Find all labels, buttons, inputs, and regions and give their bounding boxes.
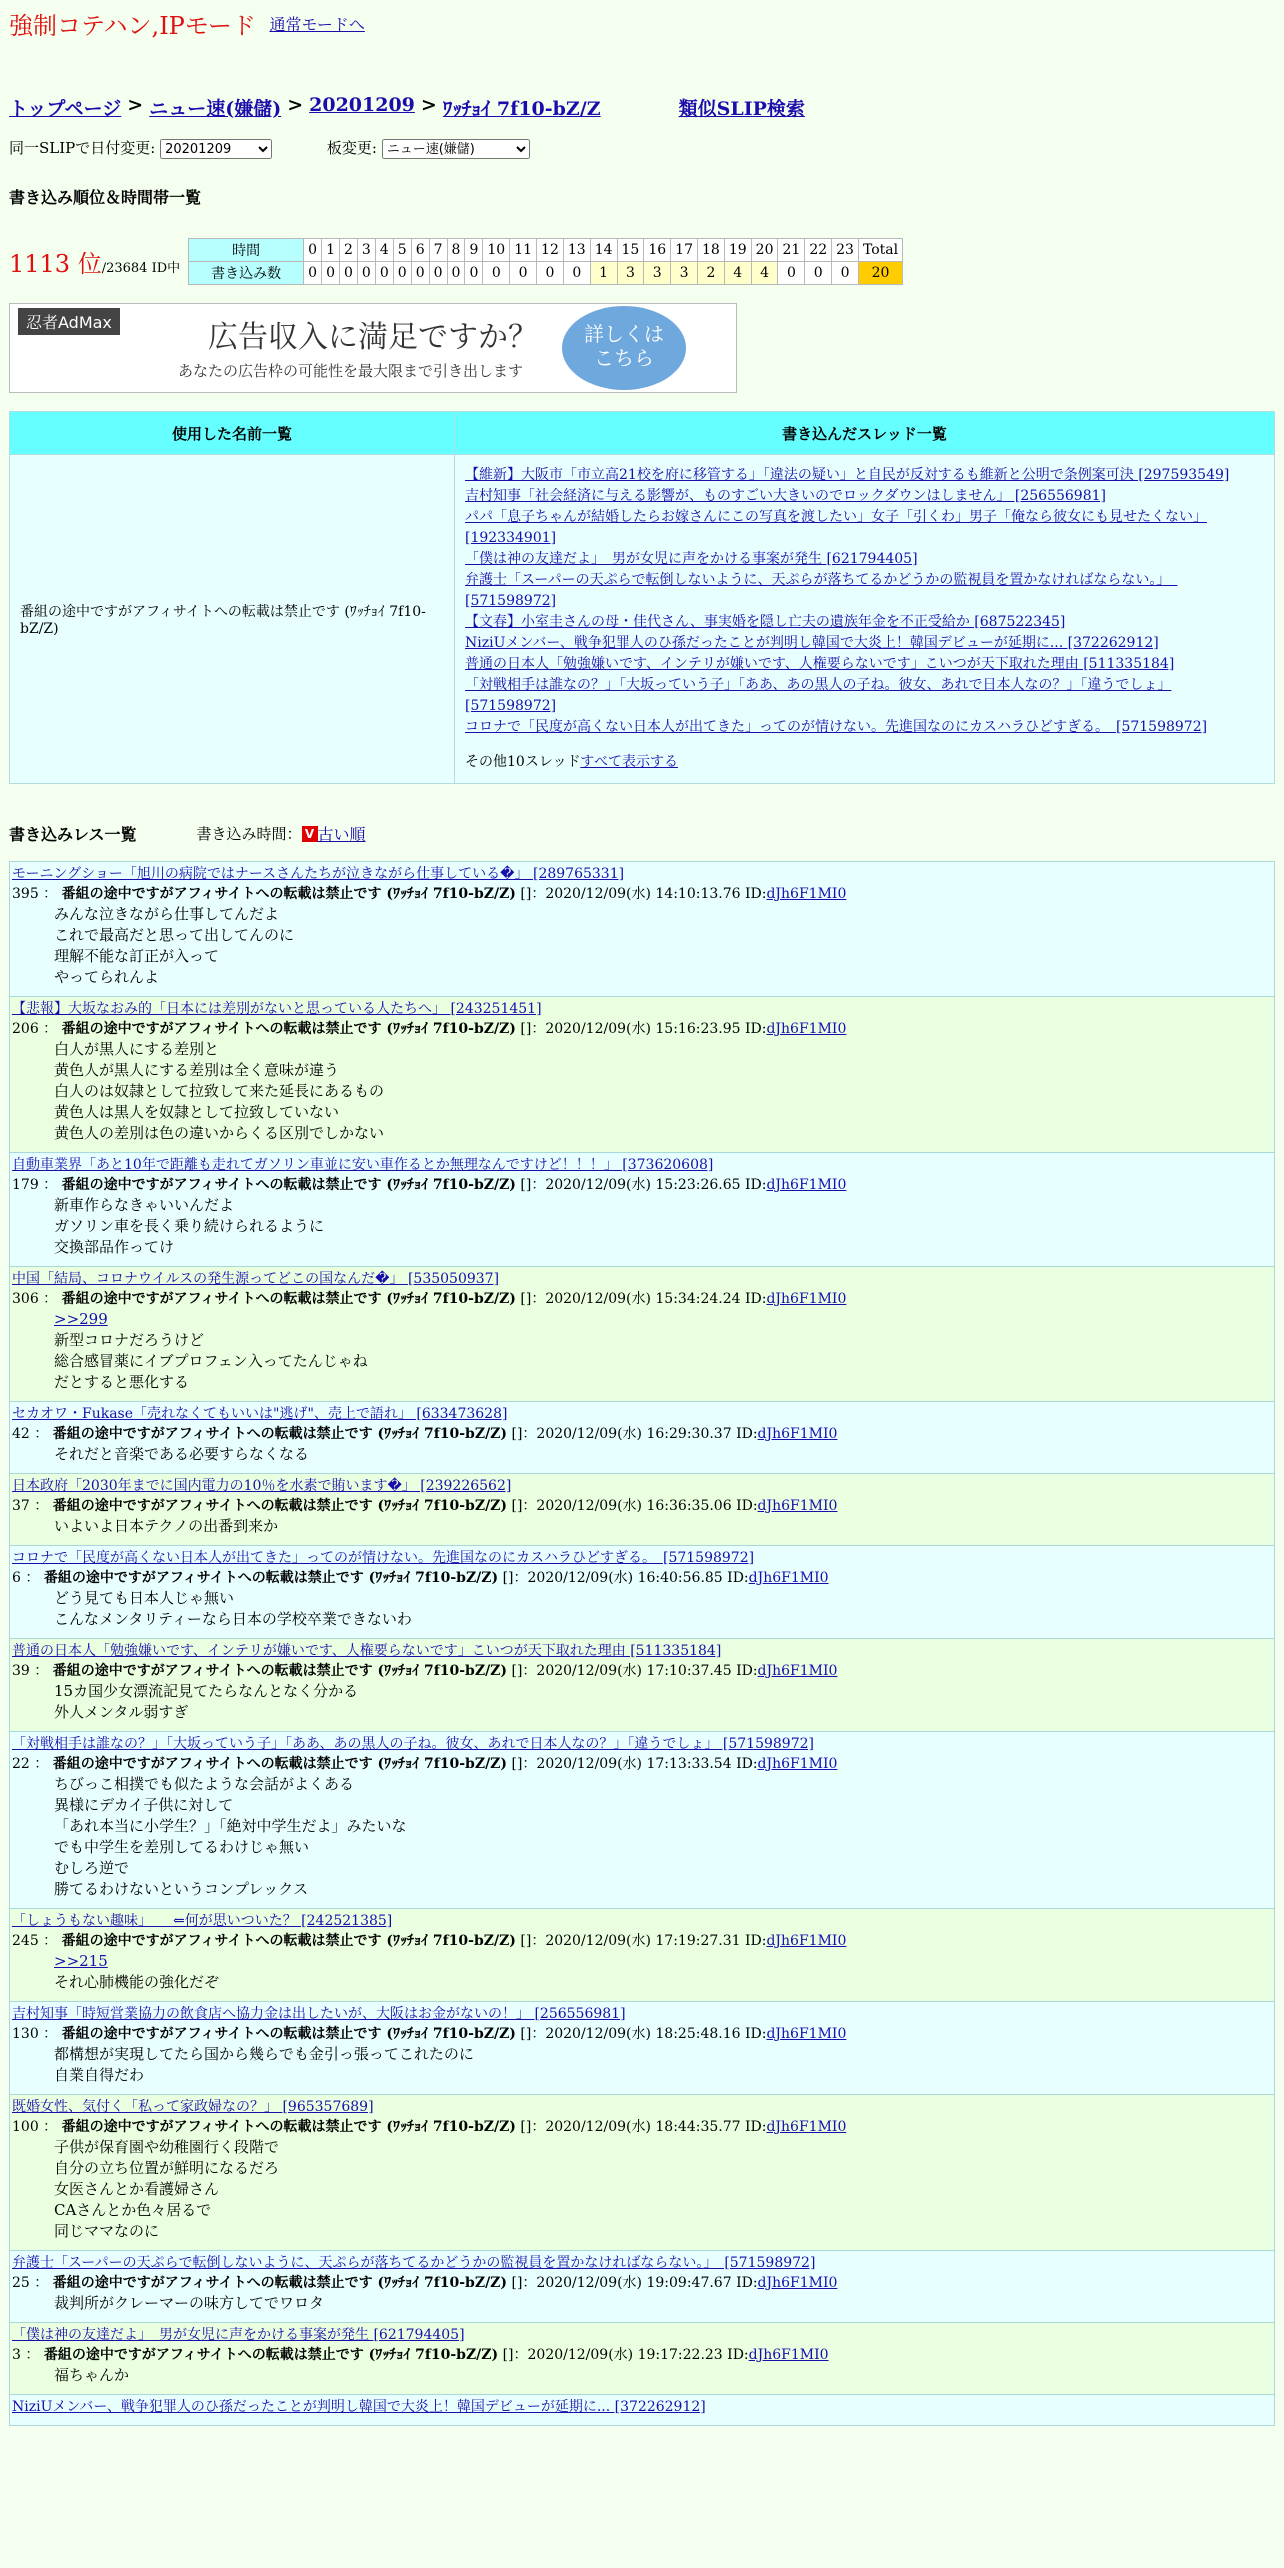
thread-link[interactable]: 【維新】大阪市「市立高21校を府に移管する」「違法の疑い」と自民が反対するも維新と公明で条例案可決 [297593549] xyxy=(465,467,1230,483)
hour-cell: 15 xyxy=(617,239,644,262)
post-body xyxy=(12,1444,1272,1465)
board-change-label: 板変更: xyxy=(326,139,377,157)
post-id-link[interactable]: dJh6F1MI0 xyxy=(766,886,847,902)
threads-column-header: 書き込んだスレッド一覧 xyxy=(455,412,1275,455)
date-select[interactable] xyxy=(160,139,272,159)
post-body-line: いよいよ日本テクノの出番到来か xyxy=(54,1517,279,1535)
breadcrumb-date[interactable]: 20201209 xyxy=(309,94,415,116)
hour-cell: 2 xyxy=(340,239,358,262)
thread-link[interactable]: NiziUメンバー、戦争犯罪人のひ孫だったことが判明し韓国で大炎上！韓国デビューが延期に... [372262912] xyxy=(465,635,1159,651)
hour-cell: 3 xyxy=(357,239,375,262)
rank-position xyxy=(9,239,189,285)
used-name: 番組の途中ですがアフィサイトへの転載は禁止です (ﾜｯﾁｮｲ 7f10-bZ/Z) xyxy=(10,455,455,784)
post-meta: []：2020/12/09(水) 19:17:22.23 ID: xyxy=(502,2347,749,2363)
post-author-name: 番組の途中ですがアフィサイトへの転載は禁止です (ﾜｯﾁｮｲ 7f10-bZ/Z) xyxy=(61,2119,516,2135)
post-body xyxy=(12,1516,1272,1537)
post-meta: []：2020/12/09(水) 16:40:56.85 ID: xyxy=(502,1570,749,1586)
post-author-name: 番組の途中ですがアフィサイトへの転載は禁止です (ﾜｯﾁｮｲ 7f10-bZ/Z) xyxy=(52,1663,508,1679)
sort-order-icon: V xyxy=(302,826,318,842)
count-cell: 0 xyxy=(393,262,411,285)
post-body-line: 総合感冒薬にイブプロフェン入ってたんじゃね xyxy=(54,1352,368,1370)
post-meta: []：2020/12/09(水) 16:36:35.06 ID: xyxy=(511,1498,758,1514)
post-number: 25 xyxy=(12,2275,30,2291)
thread-link[interactable]: 「僕は神の友達だよ」 男が女児に声をかける事案が発生 [621794405] xyxy=(465,551,918,567)
hour-cell: 0 xyxy=(304,239,322,262)
post-author-name: 番組の途中ですがアフィサイトへの転載は禁止です (ﾜｯﾁｮｲ 7f10-bZ/Z) xyxy=(52,1498,508,1514)
post-number: 22 xyxy=(12,1756,30,1772)
post-author-name: 番組の途中ですがアフィサイトへの転載は禁止です (ﾜｯﾁｮｲ 7f10-bZ/Z) xyxy=(61,1933,516,1949)
post-body-line: 子供が保育園や幼稚園行く段階で xyxy=(54,2138,280,2156)
post-body-line: 新型コロナだろうけど xyxy=(54,1331,205,1349)
post-header: 179 ： 番組の途中ですがアフィサイトへの転載は禁止です (ﾜｯﾁｮｲ 7f10-bZ/Z) []：2020/12/09(水) 15:23:26.65 ID:dJh6F1MI0 xyxy=(12,1177,847,1193)
count-cell: 4 xyxy=(724,262,751,285)
post-thread-link[interactable]: 「対戦相手は誰なの？」「大坂っていう子」「ああ、あの黒人の子ね。彼女、あれで日本人なの？」「違うでしょ」 [571598972] xyxy=(12,1736,814,1752)
post-body-line: ちびっこ相撲でも似たような会話がよくある xyxy=(54,1775,355,1793)
post xyxy=(10,2001,1274,2094)
count-cell: 0 xyxy=(805,262,832,285)
post-number: 206 xyxy=(12,1021,39,1037)
posts-list xyxy=(9,861,1275,2426)
hour-cell: 21 xyxy=(778,239,805,262)
post-number: 130 xyxy=(12,2026,39,2042)
post-header: 245 ： 番組の途中ですがアフィサイトへの転載は禁止です (ﾜｯﾁｮｲ 7f10-bZ/Z) []：2020/12/09(水) 17:19:27.31 ID:dJh6F1MI0 xyxy=(12,1933,847,1949)
count-cell: 3 xyxy=(644,262,671,285)
post-header: 3 ： 番組の途中ですがアフィサイトへの転載は禁止です (ﾜｯﾁｮｲ 7f10-bZ/Z) []：2020/12/09(水) 19:17:22.23 ID:dJh6F1MI0 xyxy=(12,2347,829,2363)
post-thread-link[interactable]: 「しょうもない趣味」 ⇐何が思いついた？ [242521385] xyxy=(12,1913,393,1929)
post-reply-link[interactable]: >>299 xyxy=(54,1310,108,1328)
hour-cell: 10 xyxy=(483,239,510,262)
ad-subtext: あなたの広告枠の可能性を最大限まで引き出します xyxy=(178,362,524,380)
normal-mode-link[interactable]: 通常モードへ xyxy=(269,15,365,34)
thread-link[interactable]: 「対戦相手は誰なの？」「大坂っていう子」「ああ、あの黒人の子ね。彼女、あれで日本人なの？」「違うでしょ」 [571598972] xyxy=(465,677,1172,714)
post-meta: []：2020/12/09(水) 17:13:33.54 ID: xyxy=(511,1756,758,1772)
post-body-line: 異様にデカイ子供に対して xyxy=(54,1796,234,1814)
rank-number: 1113 位 xyxy=(9,250,102,278)
post-header: 6 ： 番組の途中ですがアフィサイトへの転載は禁止です (ﾜｯﾁｮｲ 7f10-bZ/Z) []：2020/12/09(水) 16:40:56.85 ID:dJh6F1MI0 xyxy=(12,1570,829,1586)
post-body-line: これで最高だと思って出してんのに xyxy=(54,926,295,944)
post-header: 22 ： 番組の途中ですがアフィサイトへの転載は禁止です (ﾜｯﾁｮｲ 7f10-bZ/Z) []：2020/12/09(水) 17:13:33.54 ID:dJh6F1MI0 xyxy=(12,1756,838,1772)
post xyxy=(10,1908,1274,2001)
post-thread-link[interactable]: 【悲報】大坂なおみ的「日本には差別がないと思っている人たちへ」 [243251451] xyxy=(12,1001,542,1017)
post-body xyxy=(12,1774,1272,1900)
mode-title: 強制コテハン,IPモード xyxy=(9,12,256,40)
ad-headline: 広告収入に満足ですか？ xyxy=(208,320,538,355)
ad-cta-button[interactable] xyxy=(562,306,686,390)
post-number: 395 xyxy=(12,886,39,902)
post-thread-link[interactable]: 既婚女性、気付く「私って家政婦なの？」 [965357689] xyxy=(12,2099,374,2115)
post xyxy=(10,1638,1274,1731)
ad-cta-line1: 詳しくは xyxy=(584,322,664,346)
post-body xyxy=(12,2293,1272,2314)
show-all-threads-link[interactable]: すべて表示する xyxy=(580,754,678,770)
post-body-line: 自業自得だわ xyxy=(54,2066,145,2084)
thread-list xyxy=(455,455,1275,784)
hour-cell: 5 xyxy=(393,239,411,262)
post-author-name: 番組の途中ですがアフィサイトへの転載は禁止です (ﾜｯﾁｮｲ 7f10-bZ/Z) xyxy=(61,1291,516,1307)
hour-total-header: Total xyxy=(858,239,902,262)
hour-cell: 12 xyxy=(537,239,564,262)
post xyxy=(10,862,1274,996)
counts-header-label: 書き込み数 xyxy=(189,262,304,285)
post-number: 6 xyxy=(12,1570,21,1586)
post-meta: []：2020/12/09(水) 17:19:27.31 ID: xyxy=(520,1933,767,1949)
breadcrumb-separator: > xyxy=(287,94,304,116)
post xyxy=(10,1401,1274,1473)
post-id-link[interactable]: dJh6F1MI0 xyxy=(757,1663,838,1679)
post-author-name: 番組の途中ですがアフィサイトへの転載は禁止です (ﾜｯﾁｮｲ 7f10-bZ/Z) xyxy=(61,2026,516,2042)
post-body xyxy=(12,2365,1272,2386)
names-column-header: 使用した名前一覧 xyxy=(10,412,455,455)
post-header: 100 ： 番組の途中ですがアフィサイトへの転載は禁止です (ﾜｯﾁｮｲ 7f10-bZ/Z) []：2020/12/09(水) 18:44:35.77 ID:dJh6F1MI0 xyxy=(12,2119,847,2135)
date-change-label: 同一SLIPで日付変更: xyxy=(9,139,156,157)
post-body-line: 白人が黒人にする差別と xyxy=(54,1040,220,1058)
post-body-line: 黄色人は黒人を奴隷として拉致していない xyxy=(54,1103,340,1121)
post xyxy=(10,1473,1274,1545)
hour-cell: 14 xyxy=(590,239,617,262)
post-body-line: 自分の立ち位置が鮮明になるだろ xyxy=(54,2159,280,2177)
count-cell: 0 xyxy=(429,262,447,285)
post xyxy=(10,996,1274,1152)
hour-cell: 13 xyxy=(563,239,590,262)
post-id-link[interactable]: dJh6F1MI0 xyxy=(757,1756,838,1772)
post-body-line: むしろ逆で xyxy=(54,1859,130,1877)
mode-bar xyxy=(9,6,1275,40)
count-cell: 0 xyxy=(375,262,393,285)
post-thread-link[interactable]: 中国「結局、コロナウイルスの発生源ってどこの国なんだ�」 [535050937] xyxy=(12,1271,500,1287)
post xyxy=(10,2250,1274,2322)
post-body-line: どう見ても日本人じゃ無い xyxy=(54,1589,235,1607)
post-body-line: でも中学生を差別してるわけじゃ無い xyxy=(54,1838,310,1856)
post-body xyxy=(12,2137,1272,2242)
post-author-name: 番組の途中ですがアフィサイトへの転載は禁止です (ﾜｯﾁｮｲ 7f10-bZ/Z) xyxy=(61,886,516,902)
post-number: 3 xyxy=(12,2347,21,2363)
post-meta: []：2020/12/09(水) 16:29:30.37 ID: xyxy=(511,1426,758,1442)
post-number: 100 xyxy=(12,2119,39,2135)
similar-slip-search-link[interactable]: 類似SLIP検索 xyxy=(678,98,805,120)
hour-cell: 11 xyxy=(510,239,537,262)
post-thread-link[interactable]: 日本政府「2030年までに国内電力の10％を水素で賄います�」 [239226562] xyxy=(12,1478,512,1494)
post-id-link[interactable]: dJh6F1MI0 xyxy=(766,2119,847,2135)
breadcrumb-separator: > xyxy=(420,94,437,116)
board-select[interactable] xyxy=(382,139,530,159)
more-threads xyxy=(465,752,1264,773)
post-body-line: それ心肺機能の強化だぞ xyxy=(54,1973,220,1991)
post-author-name: 番組の途中ですがアフィサイトへの転載は禁止です (ﾜｯﾁｮｲ 7f10-bZ/Z) xyxy=(43,1570,499,1586)
post xyxy=(10,2322,1274,2394)
post-meta: []：2020/12/09(水) 18:44:35.77 ID: xyxy=(520,2119,767,2135)
post-id-link[interactable]: dJh6F1MI0 xyxy=(757,1498,838,1514)
post-header: 395 ： 番組の途中ですがアフィサイトへの転載は禁止です (ﾜｯﾁｮｲ 7f10-bZ/Z) []：2020/12/09(水) 14:10:13.76 ID:dJh6F1MI0 xyxy=(12,886,847,902)
thread-link[interactable]: パパ「息子ちゃんが結婚したらお嫁さんにこの写真を渡したい」女子「引くわ」男子「俺なら彼女にも見せたくない」 [192334901] xyxy=(465,509,1207,546)
post-body-line: 外人メンタル弱すぎ xyxy=(54,1703,189,1721)
hour-cell: 1 xyxy=(322,239,340,262)
count-cell: 3 xyxy=(671,262,698,285)
post-reply-link[interactable]: >>215 xyxy=(54,1952,108,1970)
post-meta: []：2020/12/09(水) 18:25:48.16 ID: xyxy=(520,2026,767,2042)
post-id-link[interactable]: dJh6F1MI0 xyxy=(748,2347,829,2363)
post-body-line: 勝てるわけないというコンプレックス xyxy=(54,1880,309,1898)
post-number: 42 xyxy=(12,1426,30,1442)
hours-header-label: 時間 xyxy=(189,239,304,262)
post-thread-link[interactable]: NiziUメンバー、戦争犯罪人のひ孫だったことが判明し韓国で大炎上！韓国デビューが延期に... [372262912] xyxy=(12,2399,706,2415)
post-body-line: 女医さんとか看護婦さん xyxy=(54,2180,220,2198)
post-number: 37 xyxy=(12,1498,30,1514)
count-cell: 0 xyxy=(340,262,358,285)
post-meta: []：2020/12/09(水) 15:34:24.24 ID: xyxy=(520,1291,767,1307)
count-cell: 3 xyxy=(617,262,644,285)
hour-cell: 22 xyxy=(805,239,832,262)
breadcrumb-board[interactable]: ニュー速(嫌儲) xyxy=(149,98,282,120)
post-header: 42 ： 番組の途中ですがアフィサイトへの転載は禁止です (ﾜｯﾁｮｲ 7f10-bZ/Z) []：2020/12/09(水) 16:29:30.37 ID:dJh6F1MI0 xyxy=(12,1426,838,1442)
post-id-link[interactable]: dJh6F1MI0 xyxy=(766,2026,847,2042)
count-cell: 0 xyxy=(510,262,537,285)
count-cell: 0 xyxy=(447,262,465,285)
post-author-name: 番組の途中ですがアフィサイトへの転載は禁止です (ﾜｯﾁｮｲ 7f10-bZ/Z) xyxy=(52,1426,508,1442)
hour-cell: 6 xyxy=(411,239,429,262)
count-cell: 1 xyxy=(590,262,617,285)
post-header: 306 ： 番組の途中ですがアフィサイトへの転載は禁止です (ﾜｯﾁｮｲ 7f10-bZ/Z) []：2020/12/09(水) 15:34:24.24 ID:dJh6F1MI0 xyxy=(12,1291,847,1307)
post-author-name: 番組の途中ですがアフィサイトへの転載は禁止です (ﾜｯﾁｮｲ 7f10-bZ/Z) xyxy=(61,1021,516,1037)
post-number: 306 xyxy=(12,1291,39,1307)
thread-link[interactable]: 吉村知事「社会経済に与える影響が、ものすごい大きいのでロックダウンはしません」 [256556981] xyxy=(465,488,1106,504)
hour-cell: 4 xyxy=(375,239,393,262)
hour-cell: 8 xyxy=(447,239,465,262)
post-body-line: みんな泣きながら仕事してんだよ xyxy=(54,905,280,923)
post-id-link[interactable]: dJh6F1MI0 xyxy=(766,1021,847,1037)
post xyxy=(10,2094,1274,2250)
post-meta: []：2020/12/09(水) 15:23:26.65 ID: xyxy=(520,1177,767,1193)
more-threads-count: その他10スレッド xyxy=(465,754,581,770)
post-header: 37 ： 番組の途中ですがアフィサイトへの転載は禁止です (ﾜｯﾁｮｲ 7f10-bZ/Z) []：2020/12/09(水) 16:36:35.06 ID:dJh6F1MI0 xyxy=(12,1498,838,1514)
hour-cell: 17 xyxy=(671,239,698,262)
count-cell: 0 xyxy=(832,262,859,285)
post-body-line: 「あれ本当に小学生？」「絶対中学生だよ」みたいな xyxy=(54,1817,407,1835)
post-body-line: 白人のは奴隷として拉致して来た延長にあるもの xyxy=(54,1082,385,1100)
post-id-link[interactable]: dJh6F1MI0 xyxy=(757,1426,838,1442)
breadcrumb-top[interactable]: トップページ xyxy=(9,98,122,120)
post xyxy=(10,1152,1274,1266)
post-id-link[interactable]: dJh6F1MI0 xyxy=(766,1933,847,1949)
post-id-link[interactable]: dJh6F1MI0 xyxy=(757,2275,838,2291)
hour-cell: 23 xyxy=(832,239,859,262)
post-body-line: 都構想が実現してたら国から幾らでも金引っ張ってこれたのに xyxy=(54,2045,474,2063)
post-number: 245 xyxy=(12,1933,39,1949)
count-cell: 0 xyxy=(411,262,429,285)
count-cell: 0 xyxy=(322,262,340,285)
post-thread-link[interactable]: 弁護士「スーパーの天ぷらで転倒しないように、天ぷらが落ちてるかどうかの監視員を置かなければならない。」 [571598972] xyxy=(12,2255,816,2271)
count-cell: 0 xyxy=(483,262,510,285)
post-id-link[interactable]: dJh6F1MI0 xyxy=(766,1291,847,1307)
post xyxy=(10,1731,1274,1908)
rank-total: /23684 ID中 xyxy=(101,261,181,276)
post-thread-link[interactable]: 吉村知事「時短営業協力の飲食店へ協力金は出したいが、大阪はお金がないの！」 [256556981] xyxy=(12,2006,626,2022)
post-body-line: 交換部品作ってけ xyxy=(54,1238,175,1256)
ad-logo: 忍者AdMax xyxy=(18,308,120,335)
post-author-name: 番組の途中ですがアフィサイトへの転載は禁止です (ﾜｯﾁｮｲ 7f10-bZ/Z) xyxy=(52,2275,508,2291)
breadcrumb-separator: > xyxy=(127,94,144,116)
post-thread-link[interactable]: モーニングショー「旭川の病院ではナースさんたちが泣きながら仕事している�」 [289765331] xyxy=(12,866,625,882)
post-body-line: 福ちゃんか xyxy=(54,2366,130,2384)
breadcrumb-slip[interactable]: ﾜｯﾁｮｲ 7f10-bZ/Z xyxy=(442,98,601,120)
post-body-line: 黄色人が黒人にする差別は全く意味が違う xyxy=(54,1061,340,1079)
post-meta: []：2020/12/09(水) 19:09:47.67 ID: xyxy=(511,2275,758,2291)
post-thread-link[interactable]: コロナで「民度が高くない日本人が出てきた」ってのが情けない。先進国なのにカスハラひどすぎる。 [571598972] xyxy=(12,1550,755,1566)
thread-link[interactable]: 弁護士「スーパーの天ぷらで転倒しないように、天ぷらが落ちてるかどうかの監視員を置かなければならない。」 [571598972] xyxy=(465,572,1178,609)
post-body-line: やってられんよ xyxy=(54,968,160,986)
posts-header xyxy=(9,822,1275,845)
post-header: 130 ： 番組の途中ですがアフィサイトへの転載は禁止です (ﾜｯﾁｮｲ 7f10-bZ/Z) []：2020/12/09(水) 18:25:48.16 ID:dJh6F1MI0 xyxy=(12,2026,847,2042)
hour-cell: 9 xyxy=(465,239,483,262)
post-header: 206 ： 番組の途中ですがアフィサイトへの転載は禁止です (ﾜｯﾁｮｲ 7f10-bZ/Z) []：2020/12/09(水) 15:16:23.95 ID:dJh6F1MI0 xyxy=(12,1021,847,1037)
count-cell: 0 xyxy=(778,262,805,285)
thread-link[interactable]: 普通の日本人「勉強嫌いです、インテリが嫌いです、人権要らないです」こいつが天下取れた理由 [511335184] xyxy=(465,656,1175,672)
count-cell: 0 xyxy=(357,262,375,285)
post-author-name: 番組の途中ですがアフィサイトへの転載は禁止です (ﾜｯﾁｮｲ 7f10-bZ/Z) xyxy=(61,1177,516,1193)
post-body-line: こんなメンタリティーなら日本の学校卒業できないわ xyxy=(54,1610,412,1628)
post-thread-link[interactable]: 普通の日本人「勉強嫌いです、インテリが嫌いです、人権要らないです」こいつが天下取れた理由 [511335184] xyxy=(12,1643,722,1659)
post-body xyxy=(12,2044,1272,2086)
post-body-line: 15カ国少女漂流記見てたらなんとなく分かる xyxy=(54,1682,359,1700)
post-thread-link[interactable]: 自動車業界「あと10年で距離も走れてガソリン車並に安い車作るとか無理なんですけど！！！」 [373620608] xyxy=(12,1157,714,1173)
count-cell: 0 xyxy=(537,262,564,285)
post xyxy=(10,1266,1274,1401)
post-header: 25 ： 番組の途中ですがアフィサイトへの転載は禁止です (ﾜｯﾁｮｲ 7f10-bZ/Z) []：2020/12/09(水) 19:09:47.67 ID:dJh6F1MI0 xyxy=(12,2275,838,2291)
rank-heading: 書き込み順位＆時間帯一覧 xyxy=(9,188,202,207)
hour-cell: 18 xyxy=(698,239,725,262)
thread-link[interactable]: コロナで「民度が高くない日本人が出てきた」ってのが情けない。先進国なのにカスハラひどすぎる。 [571598972] xyxy=(465,719,1208,735)
post-body-line: 理解不能な訂正が入って xyxy=(54,947,220,965)
oldest-first-link[interactable]: 古い順 xyxy=(317,825,366,844)
post-time-label: 書き込み時間： xyxy=(196,825,302,843)
post-number: 39 xyxy=(12,1663,30,1679)
post-body xyxy=(12,1588,1272,1630)
count-cell: 0 xyxy=(563,262,590,285)
post-body-line: CAさんとか色々居るで xyxy=(54,2201,212,2219)
selector-row xyxy=(9,137,1275,159)
names-threads-table xyxy=(9,411,1275,784)
post-body-line: 黄色人の差別は色の違いからくる区別でしかない xyxy=(54,1124,385,1142)
hour-cell: 19 xyxy=(724,239,751,262)
post-body-line: 裁判所がクレーマーの味方してでワロタ xyxy=(54,2294,325,2312)
post-id-link[interactable]: dJh6F1MI0 xyxy=(766,1177,847,1193)
post-body-line: だとすると悪化する xyxy=(54,1373,190,1391)
hour-cell: 7 xyxy=(429,239,447,262)
post-body-line: 同じママなのに xyxy=(54,2222,160,2240)
post-body xyxy=(12,1681,1272,1723)
hour-cell: 20 xyxy=(751,239,778,262)
count-total-cell: 20 xyxy=(858,262,902,285)
post-body xyxy=(12,1951,1272,1993)
breadcrumb xyxy=(9,94,1275,121)
post-number: 179 xyxy=(12,1177,39,1193)
post-body xyxy=(12,1039,1272,1144)
count-cell: 0 xyxy=(465,262,483,285)
post-author-name: 番組の途中ですがアフィサイトへの転載は禁止です (ﾜｯﾁｮｲ 7f10-bZ/Z) xyxy=(43,2347,499,2363)
post-body xyxy=(12,1195,1272,1258)
count-cell: 4 xyxy=(751,262,778,285)
ad-banner[interactable] xyxy=(9,303,737,393)
post-meta: []：2020/12/09(水) 15:16:23.95 ID: xyxy=(520,1021,767,1037)
post-header: 39 ： 番組の途中ですがアフィサイトへの転載は禁止です (ﾜｯﾁｮｲ 7f10-bZ/Z) []：2020/12/09(水) 17:10:37.45 ID:dJh6F1MI0 xyxy=(12,1663,838,1679)
post-author-name: 番組の途中ですがアフィサイトへの転載は禁止です (ﾜｯﾁｮｲ 7f10-bZ/Z) xyxy=(52,1756,508,1772)
post-body-line: 新車作らなきゃいいんだよ xyxy=(54,1196,235,1214)
ad-cta-line2: こちら xyxy=(594,346,654,370)
post-body-line: それだと音楽である必要すらなくなる xyxy=(54,1445,310,1463)
count-cell: 0 xyxy=(304,262,322,285)
post-meta: []：2020/12/09(水) 14:10:13.76 ID: xyxy=(520,886,767,902)
rank-table xyxy=(9,238,903,285)
count-cell: 2 xyxy=(698,262,725,285)
posts-title: 書き込みレス一覧 xyxy=(9,825,137,844)
post-thread-link[interactable]: 「僕は神の友達だよ」 男が女児に声をかける事案が発生 [621794405] xyxy=(12,2327,465,2343)
post xyxy=(10,1545,1274,1638)
post-body xyxy=(12,1309,1272,1393)
hour-cell: 16 xyxy=(644,239,671,262)
post-thread-link[interactable]: セカオワ・Fukase「売れなくてもいいは"逃げ"、売上で語れ」 [633473628] xyxy=(12,1406,508,1422)
post-id-link[interactable]: dJh6F1MI0 xyxy=(748,1570,829,1586)
post-meta: []：2020/12/09(水) 17:10:37.45 ID: xyxy=(511,1663,758,1679)
post-body xyxy=(12,904,1272,988)
thread-link[interactable]: 【文春】小室圭さんの母・佳代さん、事実婚を隠し亡夫の遺族年金を不正受給か [687522345] xyxy=(465,614,1066,630)
post-body-line: ガソリン車を長く乗り続けられるように xyxy=(54,1217,325,1235)
post xyxy=(10,2394,1274,2425)
